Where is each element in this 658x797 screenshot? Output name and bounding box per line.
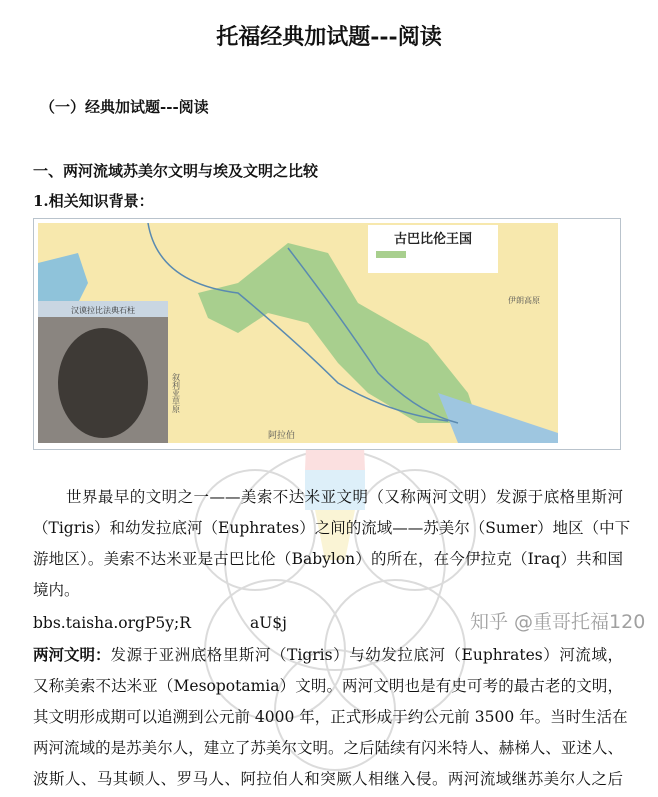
map-label-syria: 叙利亚草原 [171, 373, 181, 413]
babylon-map [38, 223, 558, 443]
paragraph1-line: 游地区）。美索不达米亚是古巴比伦（Babylon）的所在，在今伊拉克（Iraq）共和国 [33, 550, 623, 568]
paragraph2-line: 发源于亚洲底格里斯河（Tigris）与幼发拉底河（Euphrates）河流域， [110, 646, 623, 664]
map-title: 古巴比伦王国 [393, 232, 473, 247]
subsection-heading: 一、两河流域苏美尔文明与埃及文明之比较 [33, 162, 319, 180]
stray-text-line: bbs.taisha.orgP5y;R aU$j [33, 614, 287, 632]
paragraph1-line: 境内。 [33, 581, 80, 599]
paragraph2-line: 波斯人、马其顿人、罗马人、阿拉伯人和突厥人相继入侵。两河流域继苏美尔人之后 [33, 770, 623, 788]
babylon-map-figure [33, 218, 621, 450]
section-heading: （一）经典加试题---阅读 [40, 98, 209, 116]
paragraph2-line: 其文明形成期可以追溯到公元前 4000 年，正式形成于约公元前 3500 年。当时生活在 [33, 708, 628, 726]
paragraph1-line: （Tigris）和幼发拉底河（Euphrates）之间的流域——苏美尔（Sumer）地区（中下 [33, 519, 631, 537]
paragraph2-lead: 两河文明： [33, 645, 111, 664]
paragraph2-line: 又称美索不达米亚（Mesopotamia）文明。两河文明也是有史可考的最古老的文明， [33, 677, 623, 695]
background-heading: 1.相关知识背景： [33, 192, 154, 210]
map-label-arabia: 阿拉伯 [268, 431, 296, 441]
paragraph1-line: 世界最早的文明之一——美索不达米亚文明（又称两河文明）发源于底格里斯河 [66, 488, 623, 506]
map-label-iran: 伊朗高原 [508, 296, 540, 305]
paragraph2-first-line [33, 645, 623, 665]
inset-caption: 汉谟拉比法典石柱 [71, 306, 135, 315]
paragraph2-line: 两河流域的是苏美尔人，建立了苏美尔文明。之后陆续有闪米特人、赫梯人、亚述人、 [33, 739, 623, 757]
zhihu-watermark: 知乎 @重哥托福120 [470, 611, 646, 633]
document-title: 托福经典加试题---阅读 [216, 24, 442, 50]
